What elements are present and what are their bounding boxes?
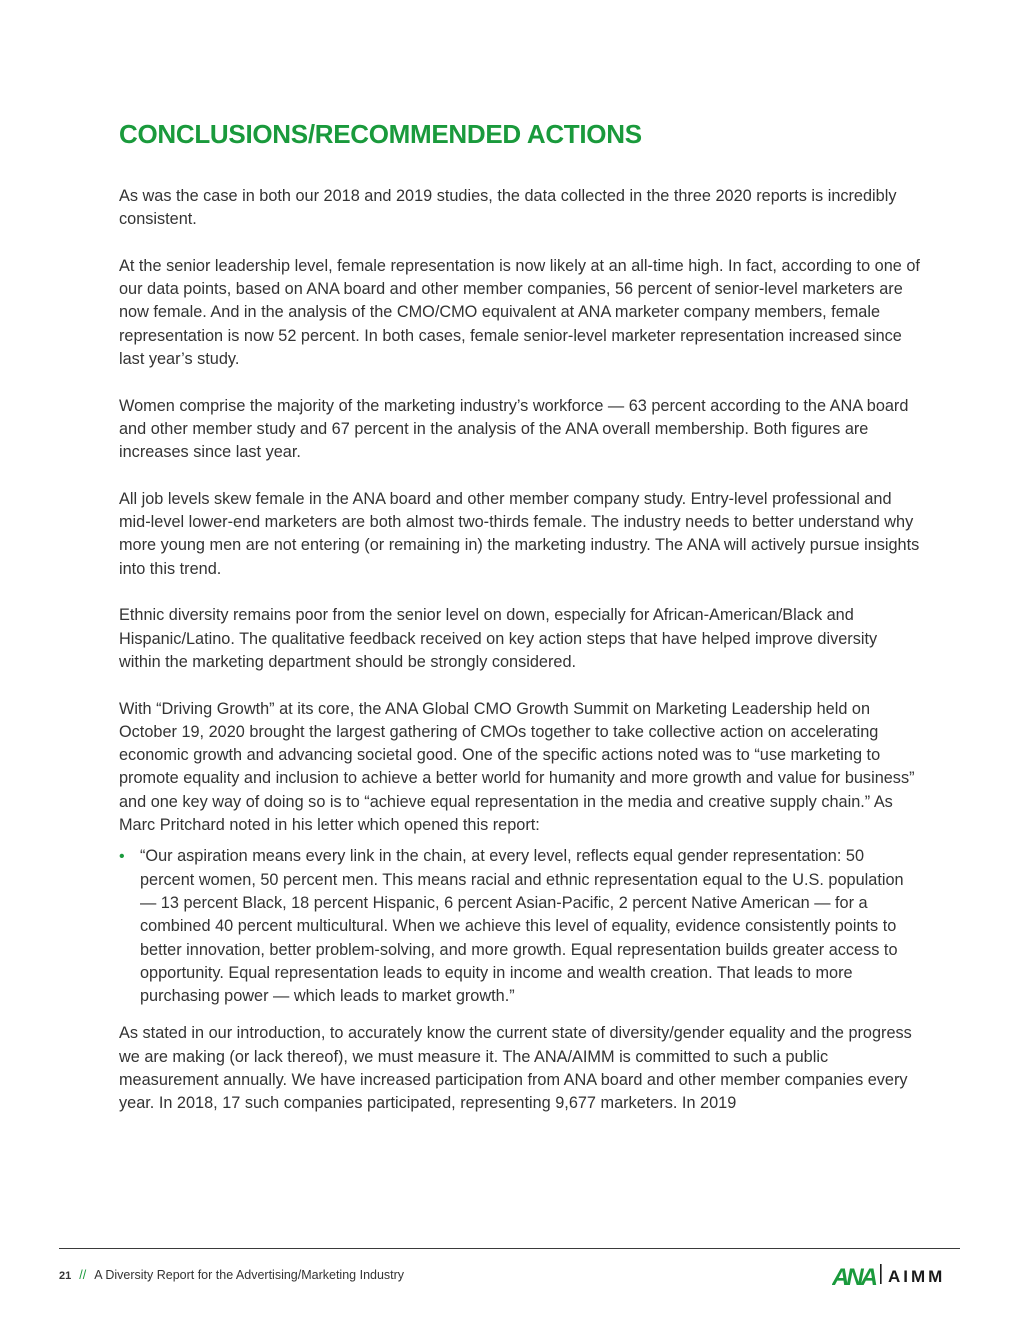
footer-caption (59, 1267, 404, 1284)
paragraph: Women comprise the majority of the marketing industry’s workforce — 63 percent according to the ANA board and other member study and 67 percent in the analysis of the ANA overall membership. Both figures are increases since last year. (119, 396, 909, 462)
logo-divider (880, 1264, 882, 1284)
quote-list (119, 845, 921, 1008)
bullet-icon: • (119, 848, 125, 866)
footer-divider (59, 1248, 960, 1249)
ana-aimm-logo-icon (832, 1260, 956, 1288)
paragraph: With “Driving Growth” at its core, the ANA Global CMO Growth Summit on Marketing Leadership held on October 19, 2020 brought the largest gathering of CMOs together to take collective action on accelerating economic growth and advancing societal good. One of the specific actions noted was to “use marketing to promote equality and inclusion to achieve a better world for humanity and more growth and value for business” and one key way of doing so is to “achieve equal representation in the media and creative supply chain.” As Marc Pritchard noted in his letter which opened this report: (119, 699, 915, 835)
quote-text: “Our aspiration means every link in the chain, at every level, reflects equal gender representation: 50 percent women, 50 percent men. This means racial and ethnic representation equal to the U.S. population — 13 percent Black, 18 percent Hispanic, 6 percent Asian-Pacific, 2 percent Native American — for a combined 40 percent multicultural. When we achieve this level of equality, evidence consistently points to better innovation, better problem-solving, and more growth. Equal representation builds greater access to opportunity. Equal representation leads to equity in income and wealth creation. That leads to more purchasing power — which leads to market growth.” (140, 847, 904, 1006)
paragraph: As stated in our introduction, to accurately know the current state of diversity/gender equality and the progress we are making (or lack thereof), we must measure it. The ANA/AIMM is committed to such a public measurement annually. We have increased participation from ANA board and other member companies every year. In 2018, 17 such companies participated, representing 9,677 marketers. In 2019 (119, 1024, 912, 1113)
ana-logo-mark: ANA (832, 1264, 875, 1288)
ana-aimm-logo (832, 1260, 956, 1293)
footer-separator: // (79, 1268, 87, 1282)
page-title: CONCLUSIONS/RECOMMENDED ACTIONS (119, 119, 642, 149)
paragraph: All job levels skew female in the ANA board and other member company study. Entry-level professional and mid-level lower-end marketers are both almost two-thirds female. The industry needs to better understand why more young men are not entering (or remaining in) the marketing industry. The ANA will actively pursue insights into this trend. (119, 489, 920, 578)
page-number: 21 (59, 1270, 72, 1282)
list-item (119, 845, 921, 1008)
aimm-logo-text: AIMM (888, 1267, 946, 1286)
report-title: A Diversity Report for the Advertising/Marketing Industry (94, 1268, 405, 1282)
paragraph: At the senior leadership level, female representation is now likely at an all-time high. In fact, according to one of our data points, based on ANA board and other member companies, 56 percent of senior-level marketers are now female. And in the analysis of the CMO/CMO equivalent at ANA marketer company members, female representation is now 52 percent. In both cases, female senior-level marketer representation increased since last year’s study. (119, 256, 920, 369)
article-body (119, 185, 921, 1139)
paragraph: Ethnic diversity remains poor from the senior level on down, especially for African-American/Black and Hispanic/Latino. The qualitative feedback received on key action steps that have helped improve diversity within the marketing department should be strongly considered. (119, 606, 878, 671)
paragraph: As was the case in both our 2018 and 2019 studies, the data collected in the three 2020 reports is incredibly consistent. (119, 187, 897, 229)
